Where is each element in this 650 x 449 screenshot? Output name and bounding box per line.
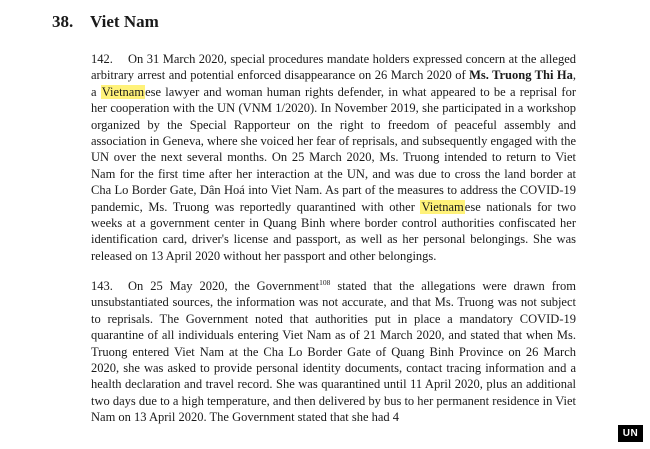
footnote-reference[interactable]: 108	[319, 277, 331, 287]
paragraph-number: 142.	[91, 52, 113, 66]
un-logo-badge: UN	[618, 425, 643, 442]
section-heading	[52, 12, 159, 32]
paragraph-text: ese lawyer and woman human rights defender, in what appeared to be a reprisal for her cooperation with the UN (VNM 1/2020). In November 2019, she participated in a workshop organized by the Special Rapporteur on the right to freedom of peaceful assembly and association in Geneva, where she voiced her fear of reprisals, and subsequently engaged with the UN over the next several months. On 25 March 2020, Ms. Truong intended to return to Viet Nam for the first time after her interaction at the UN, and was due to cross the land border at Cha Lo Border Gate, Dân Hoá into Viet Nam. As part of the measures to address the COVID-19 pandemic, Ms. Truong was reportedly quarantined with other	[91, 84, 576, 214]
section-title: Viet Nam	[90, 12, 159, 31]
paragraph-143	[91, 278, 576, 426]
search-highlight: Vietnam	[421, 199, 464, 214]
person-name: Ms. Truong Thi Ha	[469, 68, 573, 83]
paragraph-text: On 31 March 2020, special procedures mandate holders expressed concern at the alleged arbitrary arrest and potential enforced disappearance on 26 March 2020 of	[91, 52, 576, 83]
paragraph-142	[91, 51, 576, 264]
paragraph-text: , a	[91, 68, 576, 99]
section-number: 38.	[52, 12, 74, 31]
paragraph-text: ese nationals for two weeks at a government center in Quang Binh where border control authorities confiscated her identification card, driver's license and passport, as well as her personal belongings. She was released on 13 April 2020 without her passport and other belongings.	[91, 199, 576, 263]
paragraph-text: stated that the allegations were drawn from unsubstantiated sources, the information was not accurate, and that Ms. Truong was not subject to reprisals. The Government noted that authorities put in place a mandatory COVID-19 quarantine of all individuals entering Viet Nam as of 21 March 2020, and stated that when Ms. Truong entered Viet Nam at the Cha Lo Border Gate of Quang Binh Province on 26 March 2020, she was asked to provide personal identity documents, contact tracing information and a health declaration and travel record. She was quarantined until 11 April 2020, plus an additional two days due to a high temperature, and then delivered by bus to her permanent residence in Viet Nam on 13 April 2020. The Government stated that she had 4	[91, 279, 576, 425]
search-highlight: Vietnam	[101, 84, 145, 99]
paragraph-number: 143.	[91, 279, 113, 293]
paragraph-text: On 25 May 2020, the Government	[128, 279, 320, 293]
